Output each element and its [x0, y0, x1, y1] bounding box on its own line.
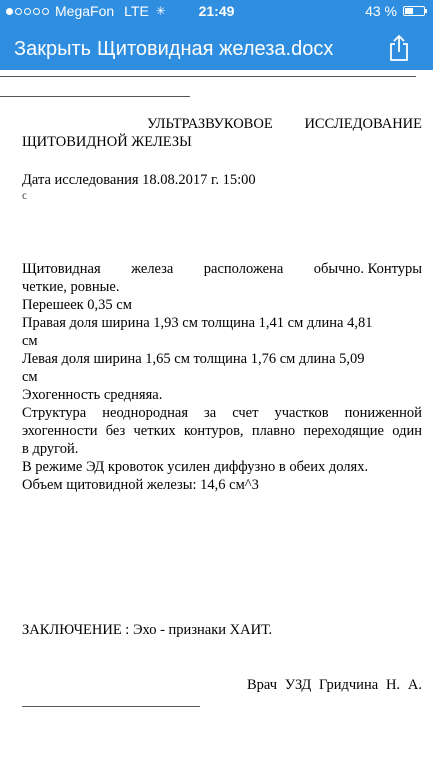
header-rule — [0, 76, 416, 77]
heading-word: УЛЬТРАЗВУКОВОЕ — [147, 116, 273, 132]
right-lobe-measure: Правая доля ширина 1,93 см толщина 1,41 см длина 4,81 — [22, 315, 373, 331]
status-time: 21:49 — [198, 3, 235, 19]
isthmus-measure: Перешеек 0,35 см — [22, 297, 132, 313]
word: участков — [274, 405, 329, 421]
echogenicity-text: Эхогенность средняяа. — [22, 387, 163, 403]
word: обычно. Контуры — [313, 261, 422, 277]
share-icon[interactable] — [387, 34, 411, 62]
word: А. — [407, 677, 422, 693]
carrier-name: MegaFon — [55, 3, 115, 19]
battery-percent: 43 % — [365, 3, 397, 19]
word: эхогенности — [22, 423, 98, 439]
signature-line — [247, 677, 422, 694]
word: Н. — [385, 677, 401, 693]
volume-text: Объем щитовидной железы: 14,6 см^3 — [22, 477, 259, 493]
word: Гридчина — [319, 677, 379, 693]
word: счет — [232, 405, 259, 421]
header-rule-short — [0, 96, 190, 97]
stray-mark: ϲ — [22, 188, 28, 202]
network-type: LTE — [124, 3, 149, 19]
word: переходящие — [303, 423, 384, 439]
structure-line-1 — [22, 405, 422, 422]
word: УЗД — [284, 677, 312, 693]
word: контуров, — [183, 423, 244, 439]
word: четких — [133, 423, 176, 439]
paragraph-location — [22, 261, 422, 278]
navigation-bar — [0, 24, 433, 70]
document-page[interactable] — [0, 70, 433, 770]
right-lobe-unit: см — [22, 333, 38, 349]
word: неоднородная — [102, 405, 189, 421]
word: железа — [131, 261, 174, 277]
word: пониженной — [344, 405, 422, 421]
activity-spinner-icon: ✳ — [155, 4, 166, 18]
status-right — [365, 3, 425, 19]
word: без — [105, 423, 126, 439]
word: один — [392, 423, 422, 439]
heading-line-2: ЩИТОВИДНОЙ ЖЕЛЕЗЫ — [22, 134, 192, 150]
left-lobe-measure: Левая доля ширина 1,65 см толщина 1,76 см длина 5,09 — [22, 351, 365, 367]
doppler-text: В режиме ЭД кровоток усилен диффузно в обеих долях. — [22, 459, 369, 475]
word: Щитовидная — [22, 261, 101, 277]
left-lobe-unit: см — [22, 369, 38, 385]
structure-line-3: в другой. — [22, 441, 79, 457]
structure-line-2 — [22, 423, 422, 440]
word: расположена — [203, 261, 284, 277]
heading-line-1 — [147, 116, 422, 133]
paragraph-location-cont: четкие, ровные. — [22, 279, 120, 295]
conclusion-text: ЗАКЛЮЧЕНИЕ : Эхо - признаки ХАИТ. — [22, 622, 273, 638]
close-button[interactable] — [14, 38, 333, 61]
close-label: Закрыть — [14, 38, 92, 60]
status-bar — [0, 0, 433, 24]
signature-rule — [22, 706, 200, 707]
word: плавно — [251, 423, 296, 439]
word: за — [204, 405, 217, 421]
battery-icon — [403, 6, 425, 16]
exam-date: Дата исследования 18.08.2017 г. 15:00 — [22, 172, 256, 188]
document-title: Щитовидная железа.docx — [97, 38, 334, 60]
word: Врач — [247, 677, 278, 693]
word: Структура — [22, 405, 87, 421]
battery-fill — [405, 8, 413, 14]
heading-word: ИССЛЕДОВАНИЕ — [304, 116, 422, 132]
